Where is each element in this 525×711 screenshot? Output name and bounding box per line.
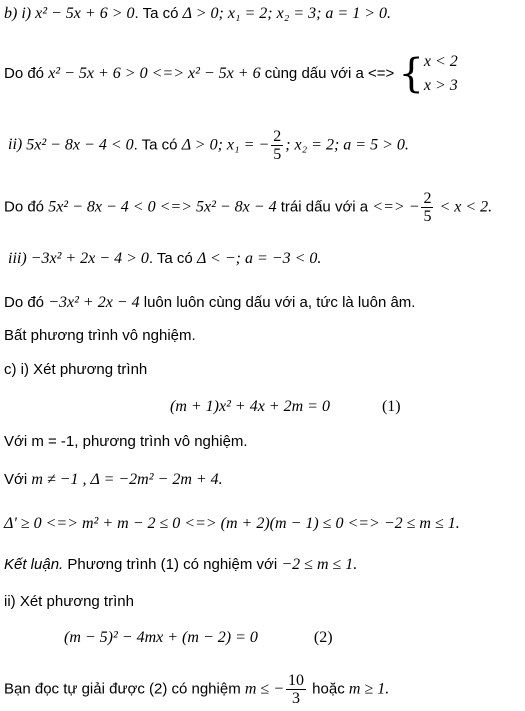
text: . Ta có [134,5,183,22]
numerator: 2 [423,190,432,207]
text: cùng dấu với a <=> [260,64,399,82]
line-vo-nghiem [4,326,196,346]
inequality: x² − 5x + 6 > 0 [35,5,135,22]
expression: −3x² + 2x − 4 [48,294,140,311]
equation-1 [170,397,401,417]
numerator: 10 [288,672,305,689]
fraction-10-3 [286,672,306,707]
expression: −2 ≤ m ≤ 1. [281,556,358,573]
conditions: Δ < −; a = −3 < 0. [196,250,322,267]
line-ban-doc [4,672,389,707]
line-do-do-1 [4,50,458,98]
fraction-2-5 [271,128,283,163]
equation-number: (1) [381,398,401,415]
text: Với m = -1, phương trình vô nghiệm. [4,433,248,450]
text: ii) Xét phương trình [4,593,134,610]
equation-number: (2) [313,629,333,646]
equation-2 [64,628,333,648]
case-1: x < 2 [423,53,458,70]
result-a: <=> − [372,198,420,216]
text-pre: Với [4,471,32,488]
inequality: −3x² + 2x − 4 > 0 [30,250,149,267]
case-2: x > 3 [423,77,458,94]
line-iii [4,249,321,269]
text: Phương trình (1) có nghiệm với [63,556,282,573]
expression-a: m ≤ − [244,680,285,698]
case-brace: { x < 2 x > 3 [398,51,458,97]
text-pre: Do đó [4,64,49,82]
equation: (m + 1)x² + 4x + 2m = 0 [170,398,330,415]
conditions: Δ > 0; x₁ = 2; x₂ = 3; a = 1 > 0. [182,5,391,22]
line-ket-luan [4,555,357,575]
line-do-do-3 [4,293,415,313]
conditions-b: ; x₂ = 2; a = 5 > 0. [285,136,409,154]
expression: Δ' ≥ 0 <=> m² + m − 2 ≤ 0 <=> (m + 2)(m − 1) ≤ 0 <=> −2 ≤ m ≤ 1. [4,515,460,532]
line-b-i [4,4,391,24]
equivalence: 5x² − 8x − 4 < 0 <=> 5x² − 8x − 4 [48,198,277,216]
text: c) i) Xét phương trình [4,361,148,378]
denominator: 5 [273,146,282,163]
fraction-2-5 [421,190,433,225]
expression-b: m ≥ 1. [348,680,390,698]
line-delta [4,470,223,490]
expression: m ≠ −1 , Δ = −2m² − 2m + 4. [31,471,223,488]
text: . Ta có [133,136,182,154]
conclusion-label: Kết luận. [4,556,64,573]
line-do-do-2 [4,190,492,225]
line-c-i [4,360,147,380]
text-pre: Do đó [4,198,49,216]
part-label: ii) [8,136,27,154]
text: luôn luôn cùng dấu với a, tức là luôn âm. [139,294,416,311]
line-m-minus-1 [4,432,248,452]
text-pre: Do đó [4,294,49,311]
denominator: 3 [292,690,301,707]
line-c-ii [4,592,134,612]
denominator: 5 [423,208,432,225]
numerator: 2 [273,128,282,145]
conditions-a: Δ > 0; x₁ = − [181,136,270,154]
line-delta-prime [4,514,460,534]
part-label: b) i) [4,5,36,22]
text-pre: Bạn đọc tự giải được (2) có nghiệm [4,680,245,698]
equivalence: x² − 5x + 6 > 0 <=> x² − 5x + 6 [48,64,261,82]
text: trái dấu với a [276,198,373,216]
inequality: 5x² − 8x − 4 < 0 [26,136,134,154]
part-label: iii) [8,250,31,267]
text: Bất phương trình vô nghiệm. [4,327,196,344]
text-mid: hoặc [308,680,349,698]
result-b: < x < 2. [435,198,493,216]
equation: (m − 5)² − 4mx + (m − 2) = 0 [64,629,258,646]
line-ii [4,128,409,163]
text: . Ta có [148,250,197,267]
